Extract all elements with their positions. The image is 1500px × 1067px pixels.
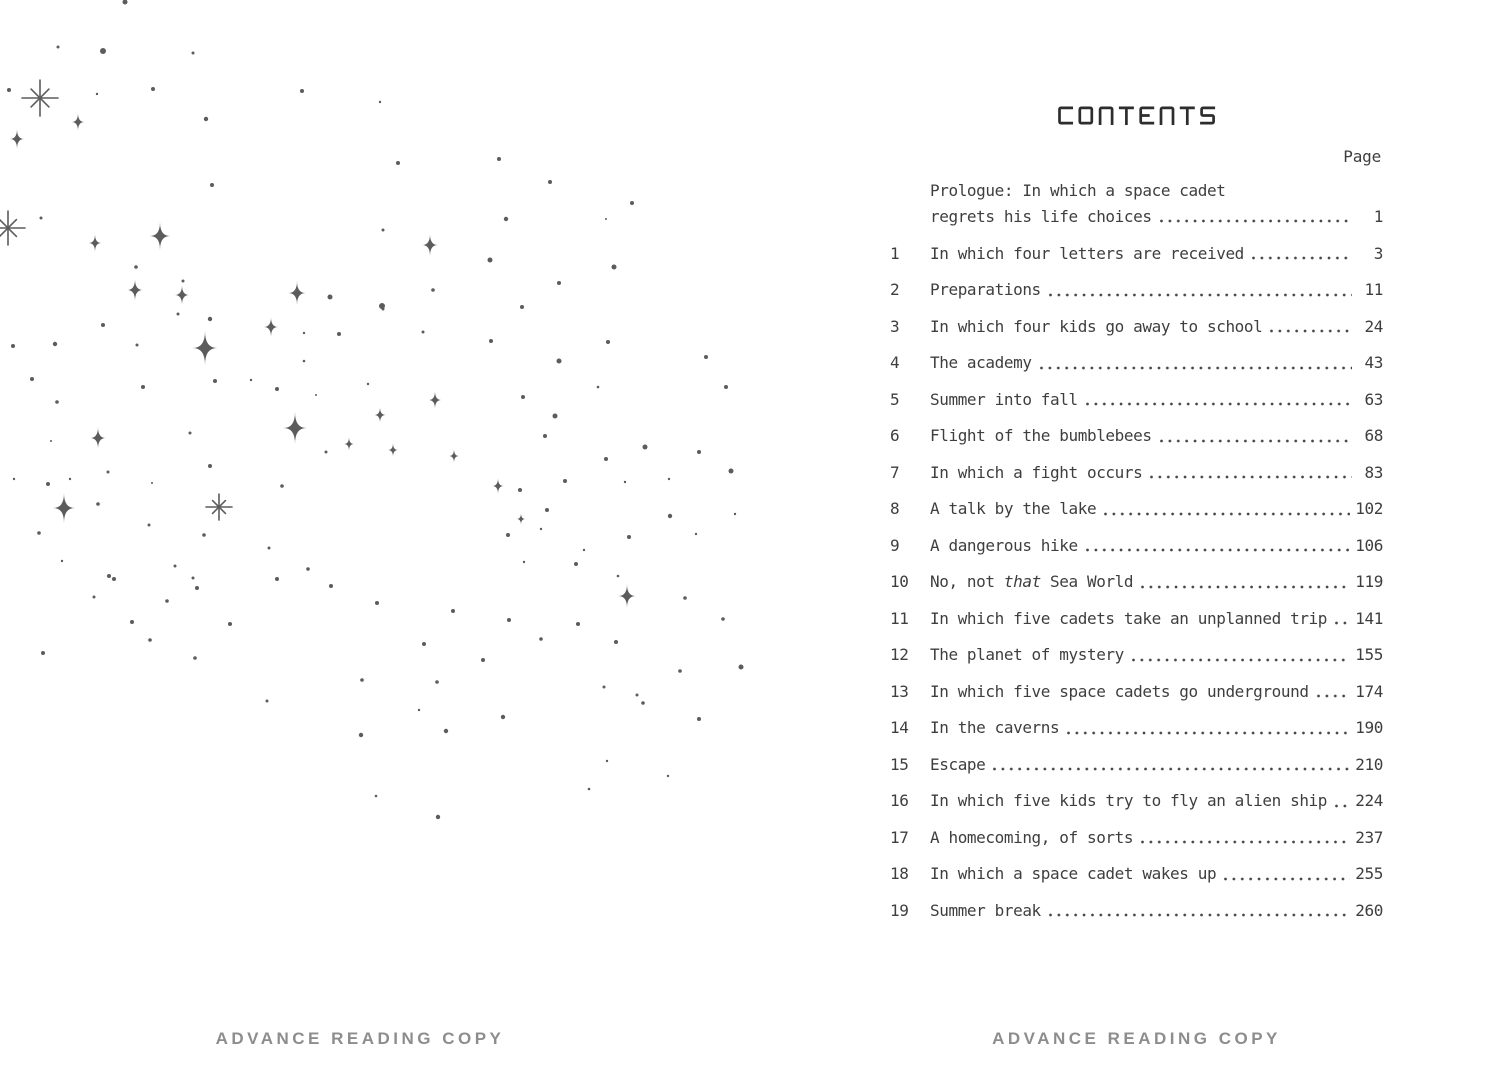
chapter-title: The planet of mystery — [930, 645, 1124, 665]
chapter-title: No, not that Sea World — [930, 572, 1134, 592]
four-point-star-icon — [53, 493, 75, 523]
toc-entries — [890, 235, 1383, 929]
chapter-number: 6 — [890, 426, 900, 446]
star-dot — [57, 46, 60, 49]
prologue-line-1: Prologue: In which a space cadet — [930, 180, 1226, 200]
dot-leader — [1048, 292, 1352, 298]
star-dot — [40, 217, 43, 220]
title-letter — [1079, 108, 1091, 123]
star-dot — [275, 577, 279, 581]
toc-entry — [890, 308, 1383, 345]
star-dot — [605, 218, 607, 220]
four-point-star-icon — [288, 281, 305, 305]
star-dot — [300, 89, 304, 93]
chapter-page-number: 224 — [1355, 791, 1383, 811]
four-point-star-icon — [517, 513, 526, 525]
chapter-page-number: 63 — [1364, 389, 1383, 409]
dot-leader — [1131, 657, 1350, 663]
chapter-page-number: 106 — [1355, 535, 1383, 555]
eight-ray-star-icon — [0, 211, 25, 245]
star-dot — [268, 547, 271, 550]
star-dot — [208, 317, 212, 321]
star-dot — [41, 651, 45, 655]
star-dot — [606, 340, 610, 344]
four-point-star-icon — [283, 412, 306, 444]
star-dot — [497, 157, 501, 161]
star-dot — [7, 88, 11, 92]
chapter-page-number: 102 — [1355, 499, 1383, 519]
title-letter — [1140, 108, 1154, 123]
star-dot — [588, 788, 591, 791]
star-dot — [630, 201, 634, 205]
chapter-page-number: 68 — [1364, 426, 1383, 446]
chapter-page-number: 155 — [1355, 645, 1383, 665]
title-letter — [1100, 108, 1112, 125]
star-dot — [451, 609, 455, 613]
dot-leader — [1039, 365, 1352, 371]
star-dot — [643, 445, 648, 450]
dot-leader — [992, 766, 1350, 772]
chapter-page-number: 141 — [1355, 608, 1383, 628]
star-dot — [151, 87, 155, 91]
chapter-title: In which a fight occurs — [930, 462, 1143, 482]
star-dot — [603, 686, 606, 689]
star-dot — [182, 280, 185, 283]
dot-leader — [1149, 474, 1352, 480]
star-dot — [13, 478, 15, 480]
toc-prologue-entry — [930, 177, 1383, 229]
star-dot — [678, 669, 682, 673]
four-point-star-icon — [422, 234, 438, 256]
star-dot — [329, 584, 333, 588]
chapter-number: 15 — [890, 754, 909, 774]
chapter-page-number: 237 — [1355, 827, 1383, 847]
advance-reading-copy-left: ADVANCE READING COPY — [215, 1029, 505, 1048]
star-dot — [69, 478, 71, 480]
star-dot — [148, 524, 151, 527]
right-page — [750, 0, 1500, 1067]
star-dot — [489, 339, 493, 343]
star-dot — [379, 303, 385, 309]
chapter-page-number: 255 — [1355, 864, 1383, 884]
dot-leader — [1159, 438, 1352, 444]
star-dot — [275, 387, 279, 391]
star-dot — [697, 450, 701, 454]
star-dot — [96, 93, 98, 95]
star-dot — [375, 601, 379, 605]
star-dot — [165, 599, 169, 603]
star-dot — [624, 481, 626, 483]
star-dot — [337, 332, 341, 336]
star-dot — [228, 622, 232, 626]
star-dot — [444, 729, 448, 733]
star-dot — [721, 617, 725, 621]
star-dot — [192, 52, 195, 55]
star-dot — [192, 577, 195, 580]
toc-entry — [890, 345, 1383, 382]
chapter-number: 8 — [890, 499, 900, 519]
star-dot — [303, 360, 306, 363]
toc-entry — [890, 454, 1383, 491]
title-letter — [1161, 108, 1173, 125]
star-dot — [46, 482, 50, 486]
four-point-star-icon — [492, 478, 504, 494]
toc-entry — [890, 637, 1383, 674]
star-dot — [667, 775, 669, 777]
star-dot — [328, 295, 333, 300]
star-dot — [37, 531, 41, 535]
star-dot — [435, 680, 439, 684]
chapter-title: In which five cadets take an unplanned trip — [930, 608, 1328, 628]
chapter-number: 19 — [890, 900, 909, 920]
chapter-number: 3 — [890, 316, 900, 336]
toc-entry — [890, 418, 1383, 455]
star-dot — [93, 596, 96, 599]
dot-leader — [1334, 803, 1350, 809]
page-column-label: Page — [1343, 147, 1381, 166]
star-dot — [543, 434, 547, 438]
star-dot — [729, 469, 734, 474]
star-dot — [195, 586, 199, 590]
star-dot — [614, 640, 618, 644]
toc-entry — [890, 600, 1383, 637]
star-dot — [193, 656, 197, 660]
star-dot — [739, 665, 744, 670]
star-dot — [431, 288, 435, 292]
chapter-title: Summer break — [930, 900, 1041, 920]
dot-leader — [1066, 730, 1350, 736]
star-dot — [488, 258, 493, 263]
chapter-title: A homecoming, of sorts — [930, 827, 1134, 847]
advance-reading-copy-right: ADVANCE READING COPY — [992, 1029, 1281, 1048]
star-dot — [668, 514, 672, 518]
toc-entry — [890, 235, 1383, 272]
chapter-number: 13 — [890, 681, 909, 701]
chapter-page-number: 210 — [1355, 754, 1383, 774]
star-dot — [306, 567, 310, 571]
star-dot — [280, 484, 284, 488]
chapter-title: In which four kids go away to school — [930, 316, 1263, 336]
toc-entry — [890, 673, 1383, 710]
star-dot — [367, 383, 369, 385]
chapter-number: 16 — [890, 791, 909, 811]
dot-leader — [1048, 912, 1351, 918]
star-dot — [612, 265, 617, 270]
star-dot — [101, 323, 105, 327]
star-dot — [518, 488, 522, 492]
star-dot — [540, 528, 542, 530]
star-dot — [422, 642, 426, 646]
dot-leader — [1269, 328, 1352, 334]
star-dot — [506, 533, 510, 537]
toc-entry — [890, 783, 1383, 820]
star-dot — [563, 479, 567, 483]
star-dot — [396, 161, 400, 165]
star-dot — [53, 342, 57, 346]
star-dot — [617, 575, 620, 578]
four-point-star-icon — [429, 391, 442, 409]
dot-leader — [1316, 693, 1351, 699]
toc-entry — [890, 564, 1383, 601]
star-dot — [576, 622, 580, 626]
star-dot — [418, 709, 420, 711]
four-point-star-icon — [374, 407, 386, 423]
star-dot — [375, 795, 378, 798]
title-letter — [1179, 108, 1194, 125]
star-dot — [734, 513, 736, 515]
star-dot — [303, 332, 305, 334]
star-dot — [61, 560, 63, 562]
star-dot — [379, 101, 381, 103]
chapter-title: The academy — [930, 353, 1032, 373]
star-dot — [210, 183, 214, 187]
star-dot — [548, 180, 552, 184]
chapter-number: 17 — [890, 827, 909, 847]
chapter-page-number: 24 — [1364, 316, 1383, 336]
four-point-star-icon — [175, 285, 189, 305]
toc-entry — [890, 527, 1383, 564]
star-dot — [507, 618, 511, 622]
dot-leader — [1223, 876, 1350, 882]
toc-entry — [890, 381, 1383, 418]
chapter-title: In which five space cadets go underground — [930, 681, 1309, 701]
star-dot — [521, 395, 525, 399]
chapter-number: 12 — [890, 645, 909, 665]
star-dot — [189, 432, 192, 435]
star-dot — [557, 359, 562, 364]
chapter-number: 7 — [890, 462, 900, 482]
star-dot — [604, 457, 608, 461]
star-dot — [202, 533, 206, 537]
four-point-star-icon — [72, 113, 85, 131]
four-point-star-icon — [449, 449, 459, 463]
star-dot — [360, 678, 364, 682]
four-point-star-icon — [344, 437, 354, 451]
star-dot — [523, 561, 525, 563]
chapter-page-number: 190 — [1355, 718, 1383, 738]
star-dot — [30, 377, 34, 381]
star-dot — [130, 620, 134, 624]
four-point-star-icon — [618, 584, 635, 608]
star-dot — [148, 638, 152, 642]
star-dot — [325, 451, 328, 454]
star-dot — [545, 508, 549, 512]
dot-leader — [1159, 218, 1352, 224]
star-dot — [683, 596, 687, 600]
star-dot — [174, 565, 177, 568]
star-dot — [266, 700, 269, 703]
chapter-number: 18 — [890, 864, 909, 884]
chapter-number: 2 — [890, 280, 900, 300]
star-dot — [204, 117, 208, 121]
chapter-title: A dangerous hike — [930, 535, 1078, 555]
star-dot — [697, 717, 701, 721]
eight-ray-star-icon — [206, 494, 232, 520]
star-dot — [134, 265, 138, 269]
star-dot — [11, 344, 15, 348]
four-point-star-icon — [264, 317, 278, 337]
toc-entry — [890, 710, 1383, 747]
star-dot — [123, 0, 128, 5]
chapter-number: 5 — [890, 389, 900, 409]
dot-leader — [1334, 620, 1350, 626]
star-dot — [208, 464, 212, 468]
chapter-page-number: 43 — [1364, 353, 1383, 373]
prologue-line-2: regrets his life choices 1 — [930, 206, 1383, 226]
chapter-number: 1 — [890, 243, 900, 263]
four-point-star-icon — [10, 129, 24, 149]
star-dot — [213, 379, 217, 383]
four-point-star-icon — [193, 331, 217, 365]
chapter-title: Summer into fall — [930, 389, 1078, 409]
star-dot — [100, 48, 106, 54]
chapter-page-number: 3 — [1373, 243, 1383, 263]
title-letter — [1200, 108, 1215, 123]
chapter-number: 10 — [890, 572, 909, 592]
toc-entry — [890, 819, 1383, 856]
star-dot — [250, 379, 252, 381]
star-dot — [668, 478, 670, 480]
toc-entry — [890, 272, 1383, 309]
four-point-star-icon — [90, 427, 106, 449]
four-point-star-icon — [127, 279, 143, 301]
star-dot — [50, 440, 52, 442]
contents-title-lettering — [1058, 106, 1216, 127]
star-dot — [539, 637, 543, 641]
chapter-number: 9 — [890, 535, 900, 555]
star-dot — [107, 574, 111, 578]
star-dot — [504, 217, 508, 221]
star-dot — [55, 400, 59, 404]
four-point-star-icon — [388, 443, 398, 457]
chapter-title: Preparations — [930, 280, 1041, 300]
star-dot — [520, 305, 524, 309]
dot-leader — [1085, 401, 1352, 407]
star-dot — [597, 386, 600, 389]
chapter-page-number: 174 — [1355, 681, 1383, 701]
star-dot — [501, 715, 505, 719]
star-dot — [627, 535, 631, 539]
chapter-title: In which five kids try to fly an alien ship — [930, 791, 1328, 811]
chapter-page-number: 260 — [1355, 900, 1383, 920]
star-dot — [481, 658, 485, 662]
chapter-title: Flight of the bumblebees — [930, 426, 1152, 446]
four-point-star-icon — [150, 222, 170, 250]
star-dot — [574, 562, 578, 566]
star-dot — [422, 331, 425, 334]
star-dot — [96, 502, 100, 506]
starfield-illustration — [0, 0, 780, 1010]
dot-leader — [1140, 839, 1350, 845]
star-dot — [636, 694, 639, 697]
star-dot — [583, 549, 585, 551]
star-dot — [641, 701, 645, 705]
title-letter — [1059, 108, 1073, 123]
chapter-title: In which four letters are received — [930, 243, 1244, 263]
dot-leader — [1251, 255, 1352, 261]
chapter-number: 4 — [890, 353, 900, 373]
four-point-star-icon — [89, 234, 102, 252]
star-dot — [436, 815, 440, 819]
star-dot — [112, 577, 116, 581]
chapter-page-number: 83 — [1364, 462, 1383, 482]
star-dot — [107, 471, 110, 474]
chapter-title: Escape — [930, 754, 986, 774]
star-dot — [136, 344, 139, 347]
chapter-page-number: 119 — [1355, 572, 1383, 592]
star-dot — [724, 385, 728, 389]
title-letter — [1118, 108, 1133, 125]
star-dot — [704, 355, 708, 359]
eight-ray-star-icon — [22, 80, 58, 116]
star-dot — [606, 760, 608, 762]
chapter-number: 14 — [890, 718, 909, 738]
toc-entry — [890, 746, 1383, 783]
star-dot — [315, 394, 317, 396]
prologue-page-number: 1 — [1373, 206, 1383, 226]
chapter-title: A talk by the lake — [930, 499, 1097, 519]
chapter-page-number: 11 — [1364, 280, 1383, 300]
dot-leader — [1085, 547, 1351, 553]
dot-leader — [1103, 511, 1350, 517]
star-dot — [553, 414, 558, 419]
dot-leader — [1140, 584, 1350, 590]
star-dot — [382, 229, 385, 232]
contents-title — [890, 106, 1383, 127]
star-dot — [557, 281, 561, 285]
toc-entry — [890, 856, 1383, 893]
star-dot — [695, 533, 697, 535]
chapter-title: In the caverns — [930, 718, 1060, 738]
chapter-number: 11 — [890, 608, 909, 628]
star-dot — [177, 313, 180, 316]
toc-entry — [890, 892, 1383, 929]
star-dot — [141, 385, 145, 389]
star-dot — [151, 482, 153, 484]
toc-entry — [890, 491, 1383, 528]
chapter-title: In which a space cadet wakes up — [930, 864, 1217, 884]
star-dot — [359, 733, 363, 737]
